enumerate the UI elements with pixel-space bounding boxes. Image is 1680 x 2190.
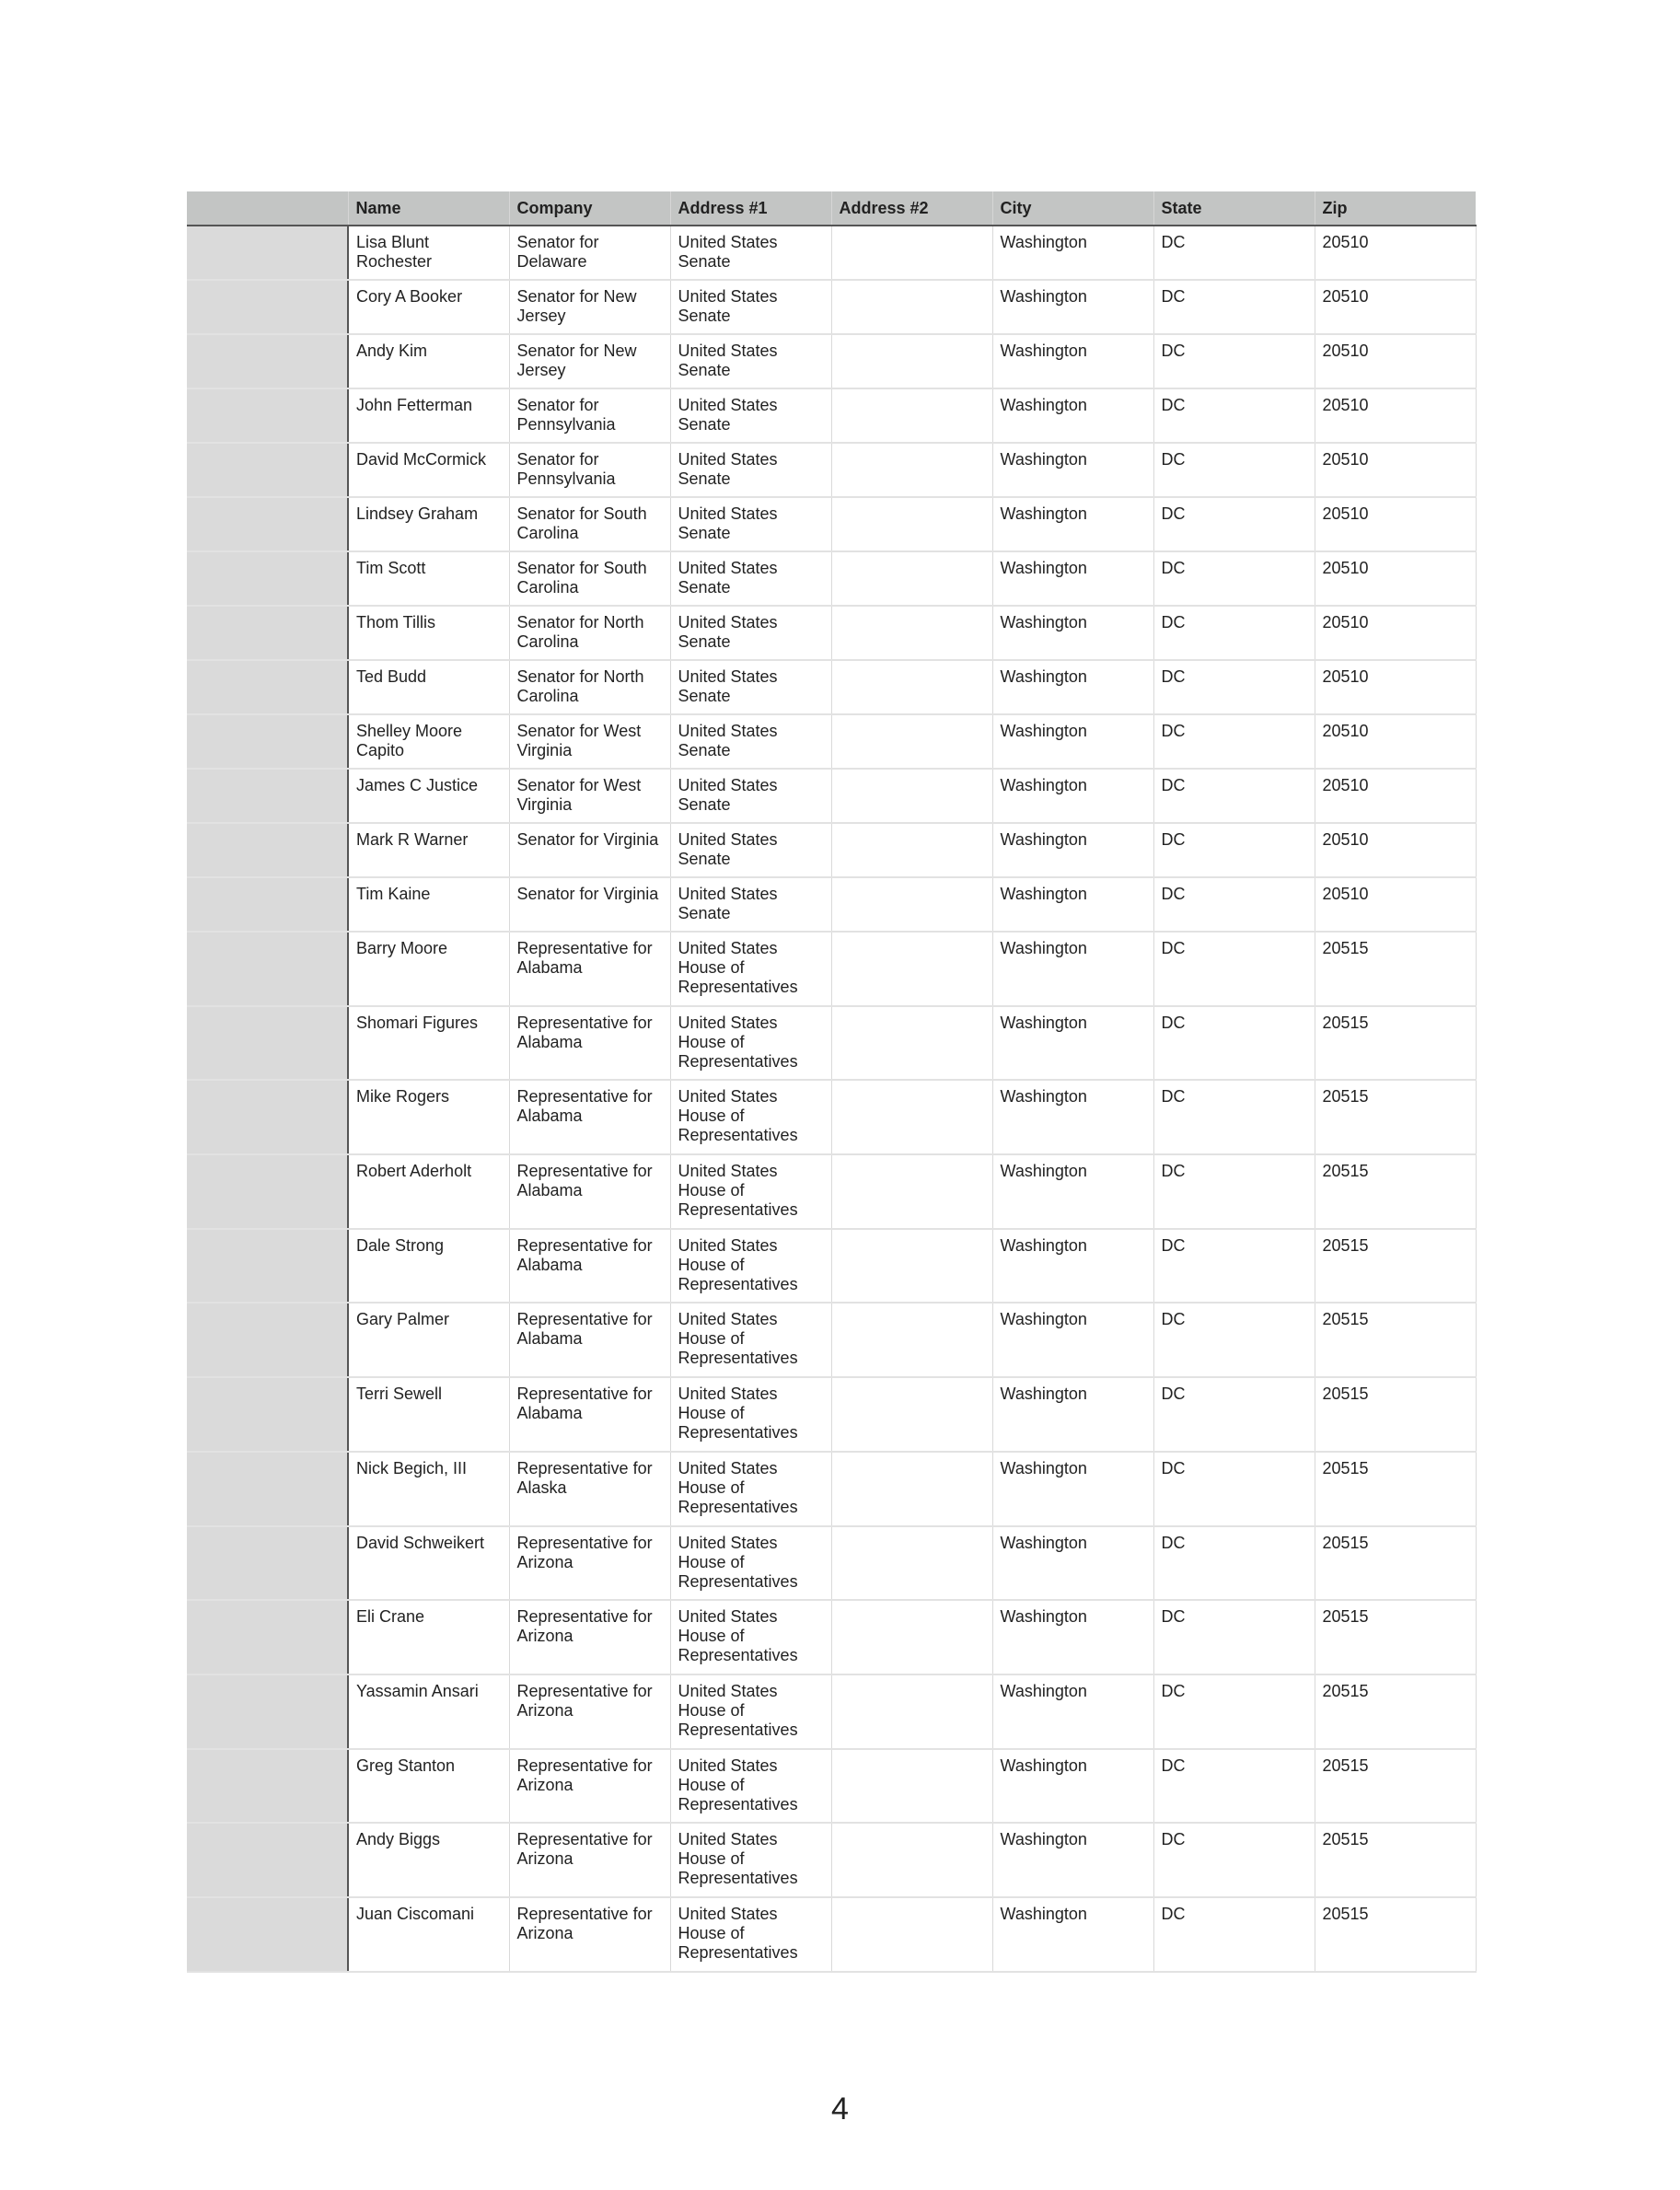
cell-company: Senator for North Carolina (509, 660, 670, 714)
cell-company: Senator for Virginia (509, 823, 670, 877)
cell-city: Washington (992, 443, 1153, 497)
cell-state: DC (1153, 1749, 1315, 1824)
cell-name: Cory A Booker (348, 280, 509, 334)
cell-zip: 20510 (1315, 226, 1476, 280)
cell-city: Washington (992, 1377, 1153, 1452)
cell-city: Washington (992, 1229, 1153, 1304)
cell-address2 (831, 1154, 992, 1229)
cell-state: DC (1153, 1080, 1315, 1154)
cell-address1: United States House of Representatives (670, 1897, 831, 1972)
row-index-cell (187, 280, 348, 334)
cell-state: DC (1153, 1526, 1315, 1601)
cell-name: Eli Crane (348, 1600, 509, 1674)
cell-zip: 20510 (1315, 280, 1476, 334)
cell-state: DC (1153, 1006, 1315, 1081)
cell-state: DC (1153, 1823, 1315, 1897)
cell-company: Representative for Alabama (509, 1377, 670, 1452)
cell-state: DC (1153, 1674, 1315, 1749)
row-index-cell (187, 1897, 348, 1972)
cell-state: DC (1153, 280, 1315, 334)
cell-company: Representative for Alaska (509, 1452, 670, 1526)
row-index-cell (187, 443, 348, 497)
cell-address1: United States Senate (670, 280, 831, 334)
table-row (187, 1823, 1476, 1897)
cell-name: Terri Sewell (348, 1377, 509, 1452)
table-row (187, 1080, 1476, 1154)
cell-state: DC (1153, 1154, 1315, 1229)
table-row (187, 1154, 1476, 1229)
header-zip: Zip (1315, 191, 1476, 226)
cell-zip: 20515 (1315, 1600, 1476, 1674)
cell-state: DC (1153, 1452, 1315, 1526)
cell-city: Washington (992, 226, 1153, 280)
table-row (187, 823, 1476, 877)
row-index-cell (187, 497, 348, 551)
cell-state: DC (1153, 551, 1315, 606)
table-row (187, 1897, 1476, 1972)
cell-address2 (831, 1377, 992, 1452)
header-address2: Address #2 (831, 191, 992, 226)
cell-address2 (831, 769, 992, 823)
cell-city: Washington (992, 823, 1153, 877)
cell-address2 (831, 226, 992, 280)
cell-address2 (831, 606, 992, 660)
cell-state: DC (1153, 388, 1315, 443)
cell-city: Washington (992, 1303, 1153, 1377)
cell-name: Yassamin Ansari (348, 1674, 509, 1749)
cell-zip: 20515 (1315, 1154, 1476, 1229)
cell-address1: United States House of Representatives (670, 1823, 831, 1897)
cell-address1: United States Senate (670, 606, 831, 660)
row-index-cell (187, 1303, 348, 1377)
cell-city: Washington (992, 1452, 1153, 1526)
table-row (187, 1452, 1476, 1526)
cell-state: DC (1153, 1377, 1315, 1452)
cell-address1: United States House of Representatives (670, 1749, 831, 1824)
cell-city: Washington (992, 932, 1153, 1006)
cell-state: DC (1153, 1229, 1315, 1304)
table-row (187, 1526, 1476, 1601)
cell-address2 (831, 660, 992, 714)
cell-zip: 20510 (1315, 606, 1476, 660)
cell-address2 (831, 1006, 992, 1081)
cell-city: Washington (992, 877, 1153, 932)
table-row (187, 1229, 1476, 1304)
cell-state: DC (1153, 334, 1315, 388)
row-index-cell (187, 388, 348, 443)
cell-address1: United States House of Representatives (670, 1229, 831, 1304)
cell-address1: United States Senate (670, 877, 831, 932)
table-row (187, 1749, 1476, 1824)
cell-address1: United States Senate (670, 551, 831, 606)
cell-address2 (831, 551, 992, 606)
cell-zip: 20515 (1315, 932, 1476, 1006)
cell-address1: United States House of Representatives (670, 1377, 831, 1452)
cell-zip: 20510 (1315, 388, 1476, 443)
cell-name: James C Justice (348, 769, 509, 823)
header-company: Company (509, 191, 670, 226)
cell-name: Robert Aderholt (348, 1154, 509, 1229)
cell-address1: United States Senate (670, 388, 831, 443)
row-index-cell (187, 932, 348, 1006)
cell-company: Representative for Arizona (509, 1674, 670, 1749)
cell-name: Ted Budd (348, 660, 509, 714)
header-city: City (992, 191, 1153, 226)
table-row (187, 334, 1476, 388)
cell-name: Greg Stanton (348, 1749, 509, 1824)
cell-state: DC (1153, 769, 1315, 823)
cell-city: Washington (992, 280, 1153, 334)
cell-name: Lindsey Graham (348, 497, 509, 551)
row-index-cell (187, 226, 348, 280)
cell-address1: United States Senate (670, 226, 831, 280)
cell-address2 (831, 1600, 992, 1674)
table-row (187, 551, 1476, 606)
row-index-cell (187, 877, 348, 932)
row-index-cell (187, 1600, 348, 1674)
cell-company: Senator for South Carolina (509, 551, 670, 606)
cell-zip: 20510 (1315, 497, 1476, 551)
cell-company: Representative for Arizona (509, 1897, 670, 1972)
table-row (187, 714, 1476, 769)
cell-state: DC (1153, 877, 1315, 932)
row-index-cell (187, 1229, 348, 1304)
cell-address2 (831, 1823, 992, 1897)
cell-zip: 20515 (1315, 1452, 1476, 1526)
row-index-cell (187, 334, 348, 388)
cell-state: DC (1153, 497, 1315, 551)
cell-zip: 20510 (1315, 714, 1476, 769)
cell-address2 (831, 1080, 992, 1154)
cell-city: Washington (992, 1080, 1153, 1154)
cell-name: Barry Moore (348, 932, 509, 1006)
cell-state: DC (1153, 660, 1315, 714)
table-row (187, 769, 1476, 823)
cell-state: DC (1153, 226, 1315, 280)
cell-zip: 20515 (1315, 1006, 1476, 1081)
cell-zip: 20510 (1315, 823, 1476, 877)
row-index-cell (187, 1006, 348, 1081)
cell-company: Senator for South Carolina (509, 497, 670, 551)
cell-address2 (831, 714, 992, 769)
cell-zip: 20510 (1315, 769, 1476, 823)
cell-name: Andy Biggs (348, 1823, 509, 1897)
cell-state: DC (1153, 443, 1315, 497)
cell-address2 (831, 877, 992, 932)
cell-name: Gary Palmer (348, 1303, 509, 1377)
cell-company: Senator for Pennsylvania (509, 443, 670, 497)
table-row (187, 388, 1476, 443)
row-index-cell (187, 769, 348, 823)
table-row (187, 280, 1476, 334)
cell-zip: 20515 (1315, 1749, 1476, 1824)
cell-zip: 20510 (1315, 551, 1476, 606)
cell-city: Washington (992, 1006, 1153, 1081)
contacts-table (187, 191, 1477, 1973)
header-row (187, 191, 1476, 226)
cell-name: John Fetterman (348, 388, 509, 443)
cell-name: David Schweikert (348, 1526, 509, 1601)
row-index-cell (187, 551, 348, 606)
cell-address1: United States Senate (670, 823, 831, 877)
cell-address1: United States House of Representatives (670, 1600, 831, 1674)
table-row (187, 1377, 1476, 1452)
cell-address1: United States House of Representatives (670, 1674, 831, 1749)
cell-name: Mike Rogers (348, 1080, 509, 1154)
row-index-cell (187, 1452, 348, 1526)
row-index-cell (187, 1823, 348, 1897)
cell-address2 (831, 334, 992, 388)
cell-name: Tim Scott (348, 551, 509, 606)
cell-address2 (831, 823, 992, 877)
cell-city: Washington (992, 1897, 1153, 1972)
cell-state: DC (1153, 932, 1315, 1006)
row-index-cell (187, 1154, 348, 1229)
cell-company: Senator for Pennsylvania (509, 388, 670, 443)
cell-city: Washington (992, 769, 1153, 823)
cell-zip: 20515 (1315, 1897, 1476, 1972)
cell-address1: United States House of Representatives (670, 1526, 831, 1601)
cell-zip: 20515 (1315, 1229, 1476, 1304)
cell-address1: United States Senate (670, 769, 831, 823)
row-index-cell (187, 714, 348, 769)
cell-company: Representative for Alabama (509, 1080, 670, 1154)
cell-address2 (831, 443, 992, 497)
cell-address1: United States House of Representatives (670, 1154, 831, 1229)
table-row (187, 1303, 1476, 1377)
cell-city: Washington (992, 1526, 1153, 1601)
cell-zip: 20515 (1315, 1526, 1476, 1601)
cell-address1: United States House of Representatives (670, 1006, 831, 1081)
cell-state: DC (1153, 823, 1315, 877)
cell-state: DC (1153, 606, 1315, 660)
cell-address2 (831, 1897, 992, 1972)
cell-address2 (831, 1303, 992, 1377)
cell-address1: United States House of Representatives (670, 932, 831, 1006)
row-index-cell (187, 1377, 348, 1452)
table-row (187, 1600, 1476, 1674)
row-index-cell (187, 660, 348, 714)
cell-address2 (831, 1452, 992, 1526)
cell-company: Senator for West Virginia (509, 714, 670, 769)
cell-name: Dale Strong (348, 1229, 509, 1304)
cell-zip: 20515 (1315, 1377, 1476, 1452)
cell-company: Representative for Arizona (509, 1749, 670, 1824)
cell-address1: United States House of Representatives (670, 1452, 831, 1526)
cell-name: Mark R Warner (348, 823, 509, 877)
cell-address2 (831, 932, 992, 1006)
cell-zip: 20515 (1315, 1303, 1476, 1377)
cell-company: Senator for West Virginia (509, 769, 670, 823)
cell-company: Representative for Alabama (509, 1006, 670, 1081)
table-row (187, 497, 1476, 551)
cell-city: Washington (992, 551, 1153, 606)
cell-address1: United States House of Representatives (670, 1080, 831, 1154)
table-row (187, 1006, 1476, 1081)
cell-city: Washington (992, 1600, 1153, 1674)
table-row (187, 226, 1476, 280)
cell-state: DC (1153, 1897, 1315, 1972)
cell-address2 (831, 1526, 992, 1601)
cell-zip: 20515 (1315, 1080, 1476, 1154)
cell-company: Representative for Arizona (509, 1823, 670, 1897)
cell-name: Shomari Figures (348, 1006, 509, 1081)
cell-company: Representative for Arizona (509, 1526, 670, 1601)
cell-address2 (831, 1674, 992, 1749)
cell-company: Senator for New Jersey (509, 280, 670, 334)
cell-zip: 20510 (1315, 334, 1476, 388)
cell-city: Washington (992, 1749, 1153, 1824)
header-name: Name (348, 191, 509, 226)
cell-city: Washington (992, 388, 1153, 443)
cell-name: Tim Kaine (348, 877, 509, 932)
cell-company: Senator for New Jersey (509, 334, 670, 388)
cell-name: Juan Ciscomani (348, 1897, 509, 1972)
cell-name: Thom Tillis (348, 606, 509, 660)
cell-address1: United States Senate (670, 443, 831, 497)
cell-name: Andy Kim (348, 334, 509, 388)
cell-zip: 20510 (1315, 877, 1476, 932)
table-row (187, 606, 1476, 660)
cell-address2 (831, 388, 992, 443)
header-address1: Address #1 (670, 191, 831, 226)
cell-state: DC (1153, 1600, 1315, 1674)
cell-city: Washington (992, 1154, 1153, 1229)
cell-city: Washington (992, 1823, 1153, 1897)
row-index-cell (187, 1080, 348, 1154)
table-row (187, 443, 1476, 497)
table-row (187, 877, 1476, 932)
cell-address2 (831, 497, 992, 551)
cell-company: Representative for Alabama (509, 1154, 670, 1229)
cell-address1: United States Senate (670, 714, 831, 769)
cell-city: Washington (992, 1674, 1153, 1749)
row-index-cell (187, 1749, 348, 1824)
row-index-cell (187, 1526, 348, 1601)
cell-name: Lisa Blunt Rochester (348, 226, 509, 280)
cell-address2 (831, 280, 992, 334)
cell-name: David McCormick (348, 443, 509, 497)
cell-city: Washington (992, 334, 1153, 388)
cell-company: Representative for Arizona (509, 1600, 670, 1674)
cell-city: Washington (992, 660, 1153, 714)
cell-company: Representative for Alabama (509, 932, 670, 1006)
cell-zip: 20515 (1315, 1823, 1476, 1897)
cell-company: Senator for North Carolina (509, 606, 670, 660)
table-row (187, 1674, 1476, 1749)
table-body (187, 226, 1476, 1972)
cell-name: Shelley Moore Capito (348, 714, 509, 769)
cell-address1: United States Senate (670, 660, 831, 714)
cell-zip: 20510 (1315, 443, 1476, 497)
cell-state: DC (1153, 714, 1315, 769)
cell-address2 (831, 1749, 992, 1824)
table-row (187, 660, 1476, 714)
page-number: 4 (831, 2092, 849, 2126)
row-index-cell (187, 823, 348, 877)
cell-name: Nick Begich, III (348, 1452, 509, 1526)
table-row (187, 932, 1476, 1006)
cell-company: Representative for Alabama (509, 1303, 670, 1377)
cell-city: Washington (992, 606, 1153, 660)
cell-company: Senator for Delaware (509, 226, 670, 280)
row-index-cell (187, 606, 348, 660)
cell-address1: United States Senate (670, 497, 831, 551)
header-state: State (1153, 191, 1315, 226)
cell-address1: United States House of Representatives (670, 1303, 831, 1377)
cell-city: Washington (992, 714, 1153, 769)
header-index (187, 191, 348, 226)
cell-state: DC (1153, 1303, 1315, 1377)
cell-city: Washington (992, 497, 1153, 551)
cell-zip: 20515 (1315, 1674, 1476, 1749)
row-index-cell (187, 1674, 348, 1749)
cell-address2 (831, 1229, 992, 1304)
cell-address1: United States Senate (670, 334, 831, 388)
cell-company: Representative for Alabama (509, 1229, 670, 1304)
cell-zip: 20510 (1315, 660, 1476, 714)
cell-company: Senator for Virginia (509, 877, 670, 932)
